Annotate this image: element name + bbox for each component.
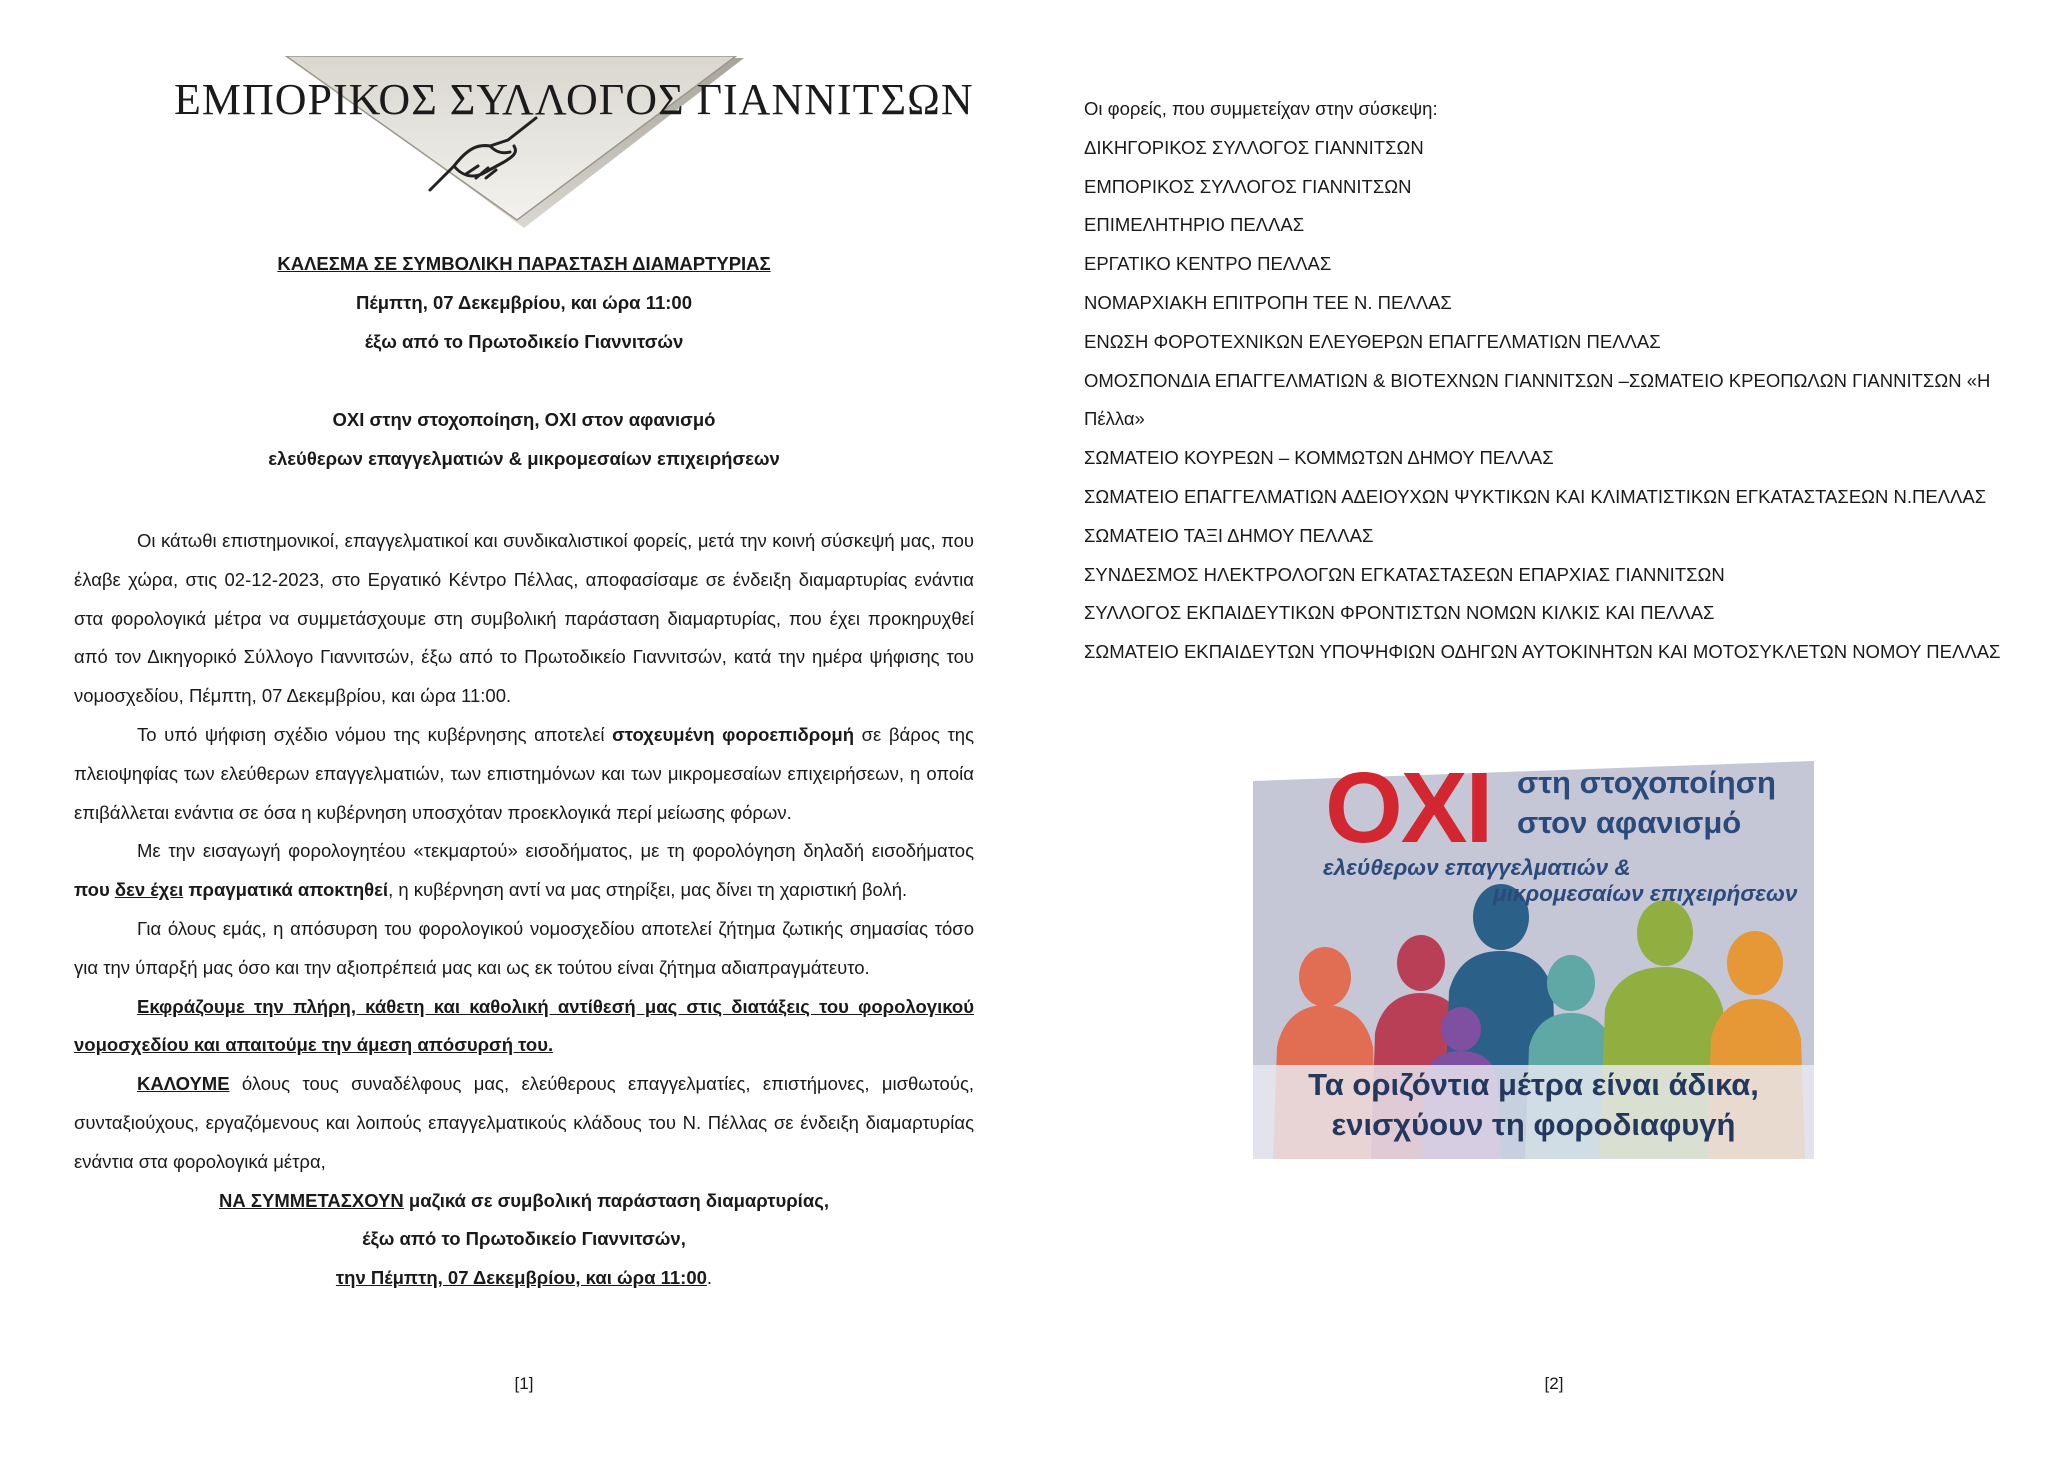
participant-item: ΕΠΙΜΕΛΗΤΗΡΙΟ ΠΕΛΛΑΣ <box>1084 214 1305 236</box>
paragraph-1: Οι κάτωθι επιστημονικοί, επαγγελματικοί και συνδικαλιστικοί φορείς, μετά την κοινή σύσκεψή μας, που έλαβε χώρα, στις 02-12-2023, στο Εργατικό Κέντρο Πέλλας, αποφασίσαμε σε ένδειξη διαμαρτυρίας ενάντια στα φορολογικά μέτρα να συμμετάσχουμε στη συμβολική παράσταση διαμαρτυρίας, που έχει προκηρυχθεί από τον Δικηγορικό Σύλλογο Γιαννιτσών, έξω από το Πρωτοδικείο Γιαννιτσών, κατά την ημέρα ψήφισης του νομοσχεδίου, Πέμπτη, 07 Δεκεμβρίου, και ώρα 11:00. <box>74 530 974 707</box>
participants-list <box>1084 90 2004 672</box>
poster-band <box>1253 1065 1814 1145</box>
event-location: έξω από το Πρωτοδικείο Γιαννιτσών <box>364 331 684 352</box>
paragraph-6: ΚΑΛΟΥΜΕ όλους τους συναδέλφους μας, ελεύθερους επαγγελματίες, επιστήμονες, μισθωτούς, συνταξιούχους, εργαζόμενους και λοιπούς επαγγελματικούς κλάδους του Ν. Πέλλας σε ένδειξη διαμαρτυρίας ενάντια στα φορολογικά μέτρα, <box>74 1073 974 1172</box>
paragraph-2: Το υπό ψήφιση σχέδιο νόμου της κυβέρνησης αποτελεί στοχευμένη φοροεπιδρομή σε βάρος της πλειοψηφίας των ελεύθερων επαγγελματιών, των επιστημόνων και των μικρομεσαίων επιχειρήσεων, η οποία επιβάλλεται ενάντια σε όσα η κυβέρνηση υποσχόταν προεκλογικά περί μείωσης φόρων. <box>74 723 974 823</box>
participant-item: ΣΥΝΔΕΣΜΟΣ ΗΛΕΚΤΡΟΛΟΓΩΝ ΕΓΚΑΤΑΣΤΑΣΕΩΝ ΕΠΑΡΧΙΑΣ ΓΙΑΝΝΙΤΣΩΝ <box>1084 563 1725 585</box>
document-body <box>74 522 974 1298</box>
poster-band-line-1: Τα οριζόντια μέτρα είναι άδικα, <box>1308 1067 1759 1102</box>
paragraph-3: Με την εισαγωγή φορολογητέου «τεκμαρτού» εισοδήματος, με τη φορολόγηση δηλαδή εισοδήματος που δεν έχει πραγματικά αποκτηθεί, η κυβέρνηση αντί να μας στηρίξει, μας δίνει τη χαριστική βολή. <box>74 840 974 901</box>
participant-item: ΔΙΚΗΓΟΡΙΚΟΣ ΣΥΛΛΟΓΟΣ ΓΙΑΝΝΙΤΣΩΝ <box>1084 136 1424 158</box>
participant-item: ΝΟΜΑΡΧΙΑΚΗ ΕΠΙΤΡΟΠΗ ΤΕΕ Ν. ΠΕΛΛΑΣ <box>1084 291 1452 313</box>
document-heading: ΚΑΛΕΣΜΑ ΣΕ ΣΥΜΒΟΛΙΚΗ ΠΑΡΑΣΤΑΣΗ ΔΙΑΜΑΡΤΥΡΙΑΣ <box>277 253 771 274</box>
call-line-2: έξω από το Πρωτοδικείο Γιαννιτσών, <box>362 1228 686 1250</box>
slogan-line-1: ΟΧΙ στην στοχοποίηση, ΟΧΙ στον αφανισμό <box>332 409 716 430</box>
highlight-not-earned: δεν έχει <box>114 879 184 901</box>
event-date: Πέμπτη, 07 Δεκεμβρίου, και ώρα 11:00 <box>355 292 692 313</box>
page-number-1: [1] <box>514 1374 534 1393</box>
participant-item: ΣΩΜΑΤΕΙΟ ΕΚΠΑΙΔΕΥΤΩΝ ΥΠΟΨΗΦΙΩΝ ΟΔΗΓΩΝ ΑΥΤΟΚΙΝΗΤΩΝ ΚΑΙ ΜΟΤΟΣΥΚΛΕΤΩΝ ΝΟΜΟΥ ΠΕΛΛΑΣ <box>1084 641 2001 663</box>
poster-line-4: μικρομεσαίων επιχειρήσεων <box>1493 881 1798 906</box>
participant-item: ΣΥΛΛΟΓΟΣ ΕΚΠΑΙΔΕΥΤΙΚΩΝ ΦΡΟΝΤΙΣΤΩΝ ΝΟΜΩΝ ΚΙΛΚΙΣ ΚΑΙ ΠΕΛΛΑΣ <box>1084 602 1715 624</box>
poster-line-2: στον αφανισμό <box>1517 805 1742 840</box>
highlight-targeted-tax-raid: στοχευμένη φοροεπιδρομή <box>612 723 855 745</box>
poster-oxi: ΟΧΙ <box>1325 752 1492 864</box>
poster-line-3: ελεύθερων επαγγελματιών & <box>1323 855 1631 880</box>
participant-item: ΕΜΠΟΡΙΚΟΣ ΣΥΛΛΟΓΟΣ ΓΙΑΝΝΙΤΣΩΝ <box>1084 175 1412 197</box>
logo <box>174 56 974 236</box>
participant-item: ΟΜΟΣΠΟΝΔΙΑ ΕΠΑΓΓΕΛΜΑΤΙΩΝ & ΒΙΟΤΕΧΝΩΝ ΓΙΑΝΝΙΤΣΩΝ –ΣΩΜΑΤΕΙΟ ΚΡΕΟΠΩΛΩΝ ΓΙΑΝΝΙΤΣΩΝ «Η Πέλλα» <box>1084 369 1991 430</box>
paragraph-5: Εκφράζουμε την πλήρη, κάθετη και καθολική αντίθεσή μας στις διατάξεις του φορολογικού νομοσχεδίου και απαιτούμε την άμεση απόσυρσή του. <box>74 995 974 1056</box>
logo-title: ΕΜΠΟΡΙΚΟΣ ΣΥΛΛΟΓΟΣ ΓΙΑΝΝΙΤΣΩΝ <box>174 75 974 124</box>
call-line-1: ΝΑ ΣΥΜΜΕΤΑΣΧΟΥΝ μαζικά σε συμβολική παράσταση διαμαρτυρίας, <box>219 1189 829 1211</box>
participant-item: ΕΝΩΣΗ ΦΟΡΟΤΕΧΝΙΚΩΝ ΕΛΕΥΘΕΡΩΝ ΕΠΑΓΓΕΛΜΑΤΙΩΝ ΠΕΛΛΑΣ <box>1084 330 1661 352</box>
call-line-3: την Πέμπτη, 07 Δεκεμβρίου, και ώρα 11:00. <box>335 1267 713 1289</box>
protest-poster <box>1253 747 1814 1159</box>
participant-item: ΣΩΜΑΤΕΙΟ ΕΠΑΓΓΕΛΜΑΤΙΩΝ ΑΔΕΙΟΥΧΩΝ ΨΥΚΤΙΚΩΝ ΚΑΙ ΚΛΙΜΑΤΙΣΤΙΚΩΝ ΕΓΚΑΤΑΣΤΑΣΕΩΝ Ν.ΠΕΛΛΑΣ <box>1084 485 1987 507</box>
participant-item: ΣΩΜΑΤΕΙΟ ΚΟΥΡΕΩΝ – ΚΟΜΜΩΤΩΝ ΔΗΜΟΥ ΠΕΛΛΑΣ <box>1084 447 1554 469</box>
page-number-2: [2] <box>1544 1374 1564 1393</box>
slogan-line-2: ελεύθερων επαγγελματιών & μικρομεσαίων επιχειρήσεων <box>268 448 780 469</box>
poster-line-1: στη στοχοποίηση <box>1517 765 1776 800</box>
page-2 <box>1024 0 2048 1474</box>
participants-intro: Οι φορείς, που συμμετείχαν στην σύσκεψη: <box>1084 98 1438 119</box>
poster-band-line-2: ενισχύουν τη φοροδιαφυγή <box>1331 1107 1736 1142</box>
participant-item: ΕΡΓΑΤΙΚΟ ΚΕΝΤΡΟ ΠΕΛΛΑΣ <box>1084 253 1332 275</box>
paragraph-4: Για όλους εμάς, η απόσυρση του φορολογικού νομοσχεδίου αποτελεί ζήτημα ζωτικής σημασίας τόσο για την ύπαρξή μας όσο και την αξιοπρέπειά μας και ως εκ τούτου είναι ζήτημα αδιαπραγμάτευτο. <box>74 917 974 978</box>
call-keyword: ΚΑΛΟΥΜΕ <box>137 1073 230 1095</box>
participant-item: ΣΩΜΑΤΕΙΟ ΤΑΞΙ ΔΗΜΟΥ ΠΕΛΛΑΣ <box>1084 524 1374 546</box>
